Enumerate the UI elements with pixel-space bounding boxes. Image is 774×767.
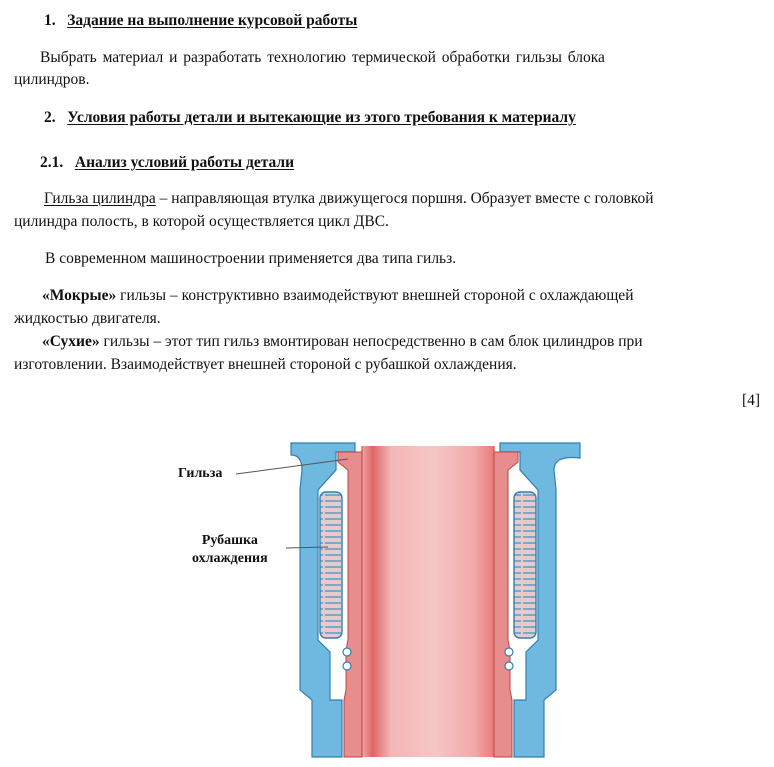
label-cooling-jacket-line-1: Рубашка [201,533,258,548]
paragraph-2-line-1: В современном машиностроении применяется два типа гильз. [45,250,457,267]
paragraph-4-rest: гильзы – этот тип гильз вмонтирован непосредственно в сам блок цилиндров при [99,333,643,350]
term-sleeve: Гильза цилиндра [44,190,156,207]
paragraph-1-line-2: цилиндра полость, в которой осуществляется цикл ДВС. [14,213,389,230]
section-2-title: Условия работы детали и вытекающие из этого требования к материалу [67,109,576,126]
cylinder-bore [362,446,494,757]
reference-number: [4] [742,392,761,409]
section-2-1-number: 2.1. [40,154,64,171]
seal-ring-left-1 [343,648,351,656]
seal-ring-left-2 [343,662,351,670]
paragraph-1-rest: – направляющая втулка движущегося поршня. Образует вместе с головкой [155,190,654,207]
label-cooling-jacket-line-2: охлаждения [192,551,268,566]
dry-sleeves-term: «Сухие» [42,333,100,350]
section-1-text-line-1: Выбрать материал и разработать технологию термической обработки гильзы блока [40,49,605,66]
label-cooling-jacket [192,532,268,568]
section-2-number: 2. [44,109,56,126]
wet-sleeves-term: «Мокрые» [42,287,117,304]
section-1-text-line-2: цилиндров. [14,71,90,88]
section-1-number: 1. [44,12,56,29]
cooling-jacket-right [514,492,536,638]
seal-ring-right-2 [505,662,513,670]
section-1-title: Задание на выполнение курсовой работы [67,12,358,29]
paragraph-3-rest: гильзы – конструктивно взаимодействуют внешней стороной с охлаждающей [116,287,634,304]
cooling-jacket-left [320,492,342,638]
label-sleeve: Гильза [178,466,223,481]
paragraph-4-line-2: изготовлении. Взаимодействует внешней стороной с рубашкой охлаждения. [14,356,517,373]
section-2-1-title: Анализ условий работы детали [74,154,295,171]
paragraph-3-line-2: жидкостью двигателя. [14,310,161,327]
seal-ring-right-1 [505,648,513,656]
